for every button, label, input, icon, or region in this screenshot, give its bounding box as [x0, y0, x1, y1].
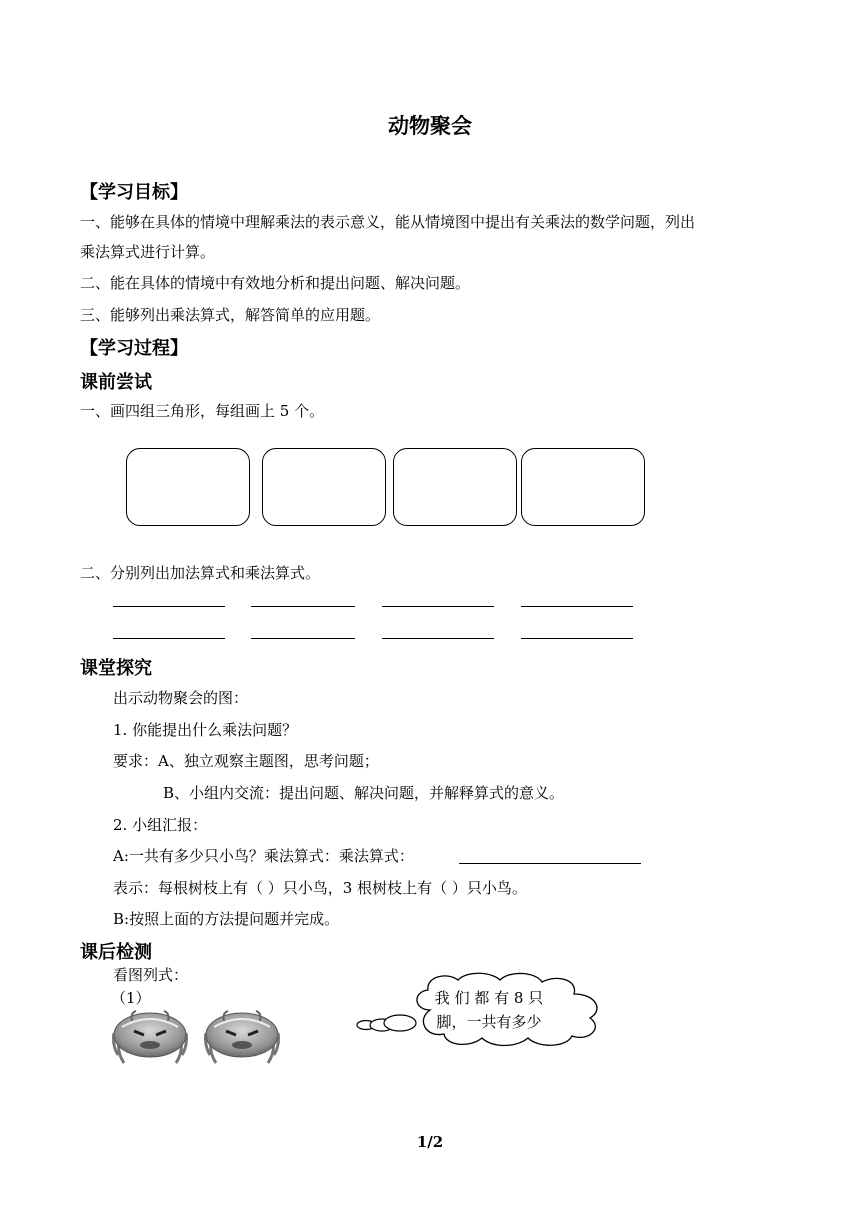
- drawing-box-3[interactable]: [393, 448, 517, 526]
- answer-line[interactable]: [521, 638, 633, 639]
- drawing-box-4[interactable]: [521, 448, 645, 526]
- goal-item-3: 三、能够列出乘法算式，解答简单的应用题。: [80, 306, 381, 324]
- report-a-answer-line[interactable]: [459, 863, 641, 864]
- goal-item-2: 二、能在具体的情境中有效地分析和提出问题、解决问题。: [80, 274, 471, 292]
- post-class-heading: 课后检测: [80, 942, 152, 963]
- answer-line[interactable]: [251, 606, 355, 607]
- crabs-illustration: [108, 1005, 298, 1067]
- goal-item-1-line-1: 一、能够在具体的情境中理解乘法的表示意义，能从情境图中提出有关乘法的数学问题，列出: [80, 213, 696, 231]
- question-2: 二、分别列出加法算式和乘法算式。: [80, 564, 321, 582]
- page-number: 1/2: [416, 1133, 444, 1151]
- item-label-1: （1）: [111, 989, 151, 1007]
- question-1: 一、画四组三角形，每组画上 5 个。: [80, 402, 325, 420]
- process-heading: 【学习过程】: [80, 338, 188, 359]
- step-1: 1. 你能提出什么乘法问题？: [113, 721, 298, 739]
- requirement-a: 要求：A、独立观察主题图，思考问题；: [113, 752, 379, 770]
- answer-line[interactable]: [382, 638, 494, 639]
- meaning-text: 表示：每根树枝上有（ ）只小鸟，3 根树枝上有（ ）只小鸟。: [113, 879, 527, 897]
- requirement-b: B、小组内交流：提出问题、解决问题，并解释算式的意义。: [163, 784, 565, 802]
- step-2: 2. 小组汇报：: [113, 816, 208, 834]
- report-b: B:按照上面的方法提问题并完成。: [113, 910, 340, 928]
- look-and-write: 看图列式：: [113, 966, 189, 984]
- bubble-text: [424, 986, 554, 1034]
- pre-class-heading: 课前尝试: [80, 372, 152, 393]
- answer-line[interactable]: [251, 638, 355, 639]
- class-explore-heading: 课堂探究: [80, 658, 152, 679]
- goal-item-1-line-2: 乘法算式进行计算。: [80, 243, 216, 261]
- drawing-box-1[interactable]: [126, 448, 250, 526]
- goals-heading: 【学习目标】: [80, 182, 188, 203]
- answer-line[interactable]: [113, 638, 225, 639]
- bubble-text-line-2: 脚，一共有多少: [436, 1013, 542, 1031]
- page-title: 动物聚会: [388, 114, 472, 138]
- answer-line[interactable]: [113, 606, 225, 607]
- crab-icon: [206, 1011, 279, 1063]
- answer-line[interactable]: [382, 606, 494, 607]
- show-figure-text: 出示动物聚会的图：: [113, 689, 249, 707]
- report-a: A:一共有多少只小鸟？乘法算式：乘法算式：: [113, 847, 414, 865]
- answer-line[interactable]: [521, 606, 633, 607]
- crab-icon: [114, 1011, 187, 1063]
- bubble-text-line-1: 我 们 都 有 8 只: [434, 989, 544, 1007]
- drawing-box-2[interactable]: [262, 448, 386, 526]
